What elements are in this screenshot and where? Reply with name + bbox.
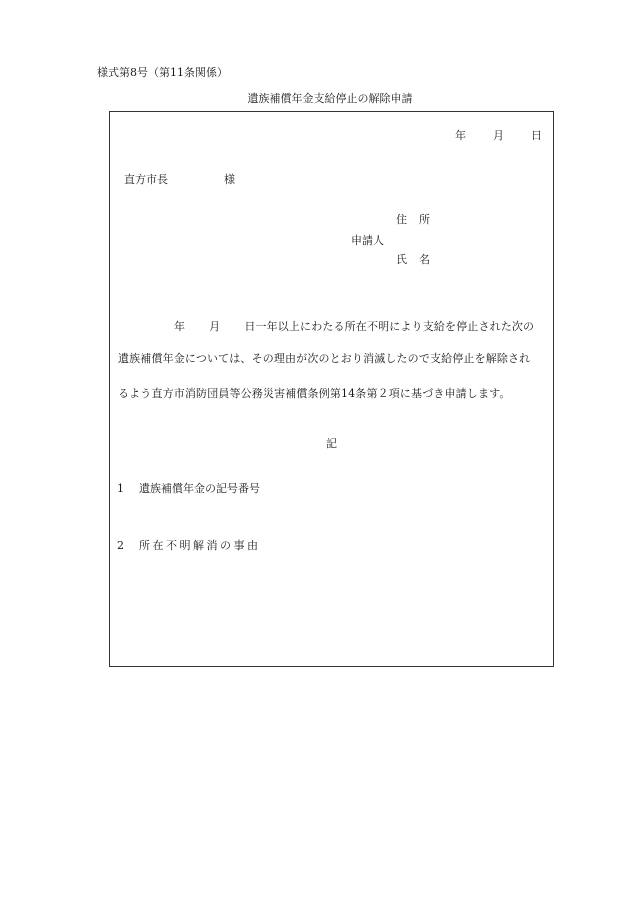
applicant-name-label bbox=[396, 251, 430, 267]
document-title: 遺族補償年金支給停止の解除申請 bbox=[247, 92, 413, 105]
name-label-char-1: 氏 bbox=[396, 253, 407, 266]
address-label-char-2: 所 bbox=[419, 213, 430, 226]
body-text-line-2: 遺族補償年金については、その理由が次のとおり消滅したので支給停止を解除され bbox=[118, 352, 531, 365]
item-number: 2 bbox=[117, 539, 127, 552]
item-label: 所在不明解消の事由 bbox=[139, 539, 261, 552]
body-year-label: 年 bbox=[174, 320, 186, 333]
name-label-char-2: 名 bbox=[419, 253, 430, 266]
body-text-line-3: るよう直方市消防団員等公務災害補償条例第14条第２項に基づき申請します。 bbox=[118, 387, 511, 400]
list-item bbox=[117, 537, 261, 553]
ki-heading: 記 bbox=[326, 437, 337, 450]
date-year-label: 年 bbox=[455, 129, 466, 142]
date-day-label: 日 bbox=[531, 129, 542, 142]
addressee-honorific: 様 bbox=[224, 173, 235, 186]
applicant-label: 申請人 bbox=[351, 234, 384, 247]
addressee bbox=[124, 171, 235, 187]
date-line bbox=[455, 127, 542, 143]
body-line-1-text: 日一年以上にわたる所在不明により支給を停止された次の bbox=[244, 320, 535, 333]
item-number: 1 bbox=[117, 482, 124, 495]
body-text-line-1 bbox=[174, 318, 534, 334]
address-label-char-1: 住 bbox=[396, 213, 407, 226]
list-item bbox=[117, 480, 260, 496]
form-number: 様式第8号（第11条関係） bbox=[97, 66, 228, 79]
body-month-label: 月 bbox=[209, 320, 221, 333]
date-month-label: 月 bbox=[493, 129, 504, 142]
item-label: 遺族補償年金の記号番号 bbox=[139, 482, 260, 495]
addressee-mayor: 直方市長 bbox=[124, 173, 168, 186]
applicant-address-label bbox=[396, 211, 430, 227]
